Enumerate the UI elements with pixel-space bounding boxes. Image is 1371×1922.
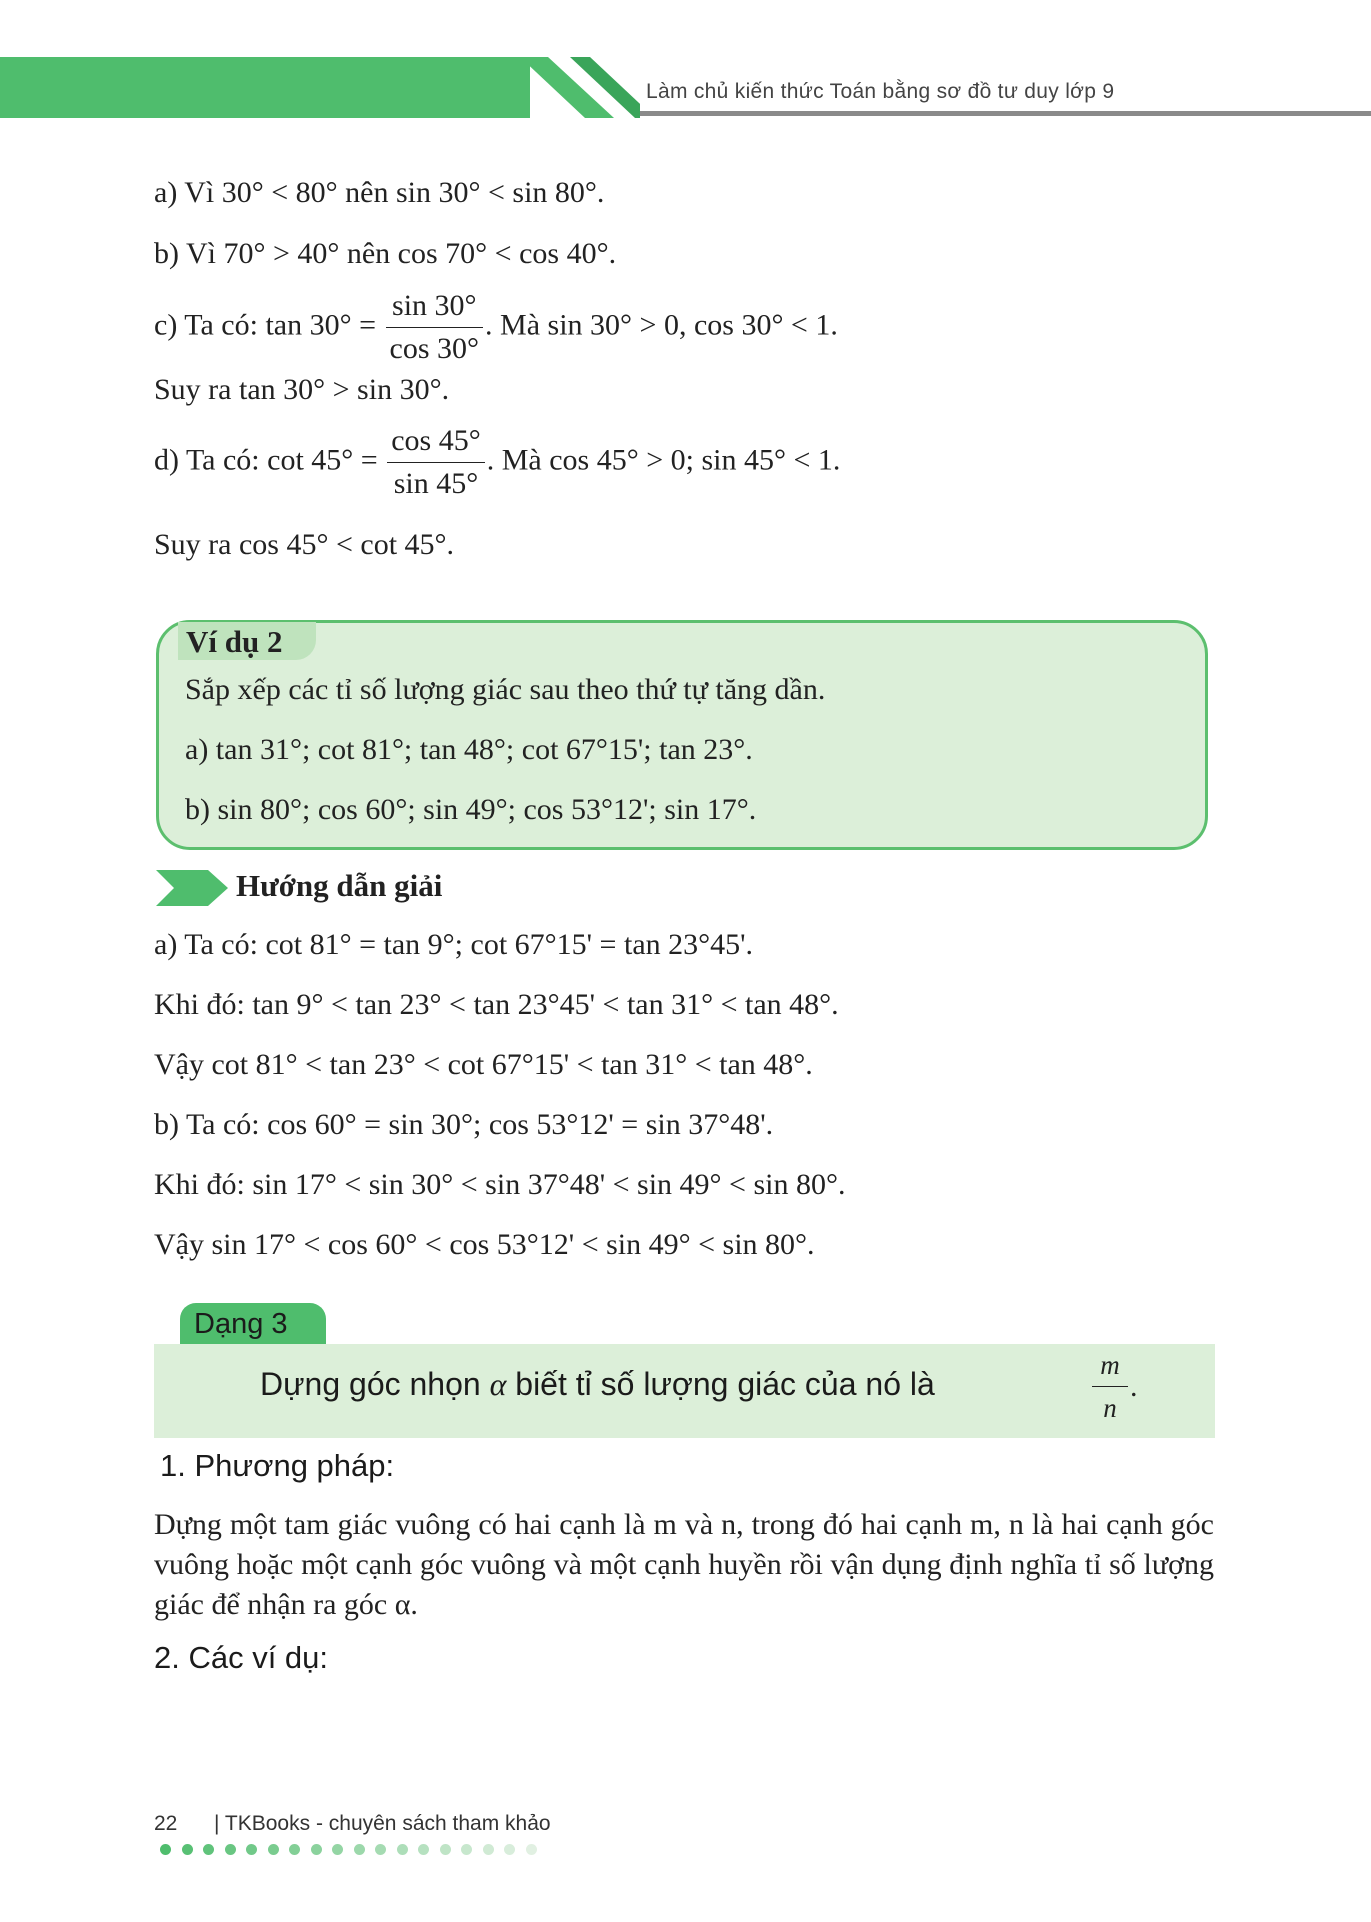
header-rule: [640, 111, 1355, 116]
guide-line-6: Vậy sin 17° < cos 60° < cos 53°12' < sin 49° < sin 80°.: [154, 1228, 815, 1261]
guide-line-4: b) Ta có: cos 60° = sin 30°; cos 53°12' = sin 37°48'.: [154, 1108, 774, 1141]
footer-dot: [418, 1844, 429, 1855]
solution-d: [154, 420, 840, 505]
footer-dot: [332, 1844, 343, 1855]
guide-line-5: Khi đó: sin 17° < sin 30° < sin 37°48' < sin 49° < sin 80°.: [154, 1168, 846, 1201]
page-number: 22: [154, 1812, 178, 1835]
fraction-d: [387, 420, 485, 505]
footer-dot: [504, 1844, 515, 1855]
footer-dot: [354, 1844, 365, 1855]
solution-c-pre: c) Ta có: tan 30° =: [154, 308, 377, 342]
footer-dot: [246, 1844, 257, 1855]
footer-dot: [397, 1844, 408, 1855]
footer-dot: [268, 1844, 279, 1855]
fraction-d-num: cos 45°: [387, 420, 485, 463]
example-item-a: a) tan 31°; cot 81°; tan 48°; cot 67°15'; tan 23°.: [185, 733, 753, 766]
fraction-d-den: sin 45°: [393, 467, 479, 500]
header-decoration: [0, 50, 640, 122]
header-rule-end: [1352, 111, 1371, 116]
solution-a: a) Vì 30° < 80° nên sin 30° < sin 80°.: [154, 176, 605, 209]
footer-dot: [225, 1844, 236, 1855]
dang-title-pre: Dựng góc nhọn: [260, 1366, 481, 1402]
solution-c: [154, 285, 838, 370]
footer-dot: [461, 1844, 472, 1855]
example-prompt: Sắp xếp các tỉ số lượng giác sau theo thứ tự tăng dần.: [185, 673, 826, 706]
footer-dot: [483, 1844, 494, 1855]
method-body: Dựng một tam giác vuông có hai cạnh là m và n, trong đó hai cạnh m, n là hai cạnh góc vuông hoặc một cạnh góc vuông và một cạnh huyền rồi vận dụng định nghĩa tỉ số lượng giác để nhận ra góc α.: [154, 1508, 1214, 1621]
solution-c-post: . Mà sin 30° > 0, cos 30° < 1.: [485, 308, 838, 342]
dang-period: .: [1130, 1370, 1138, 1403]
dang-fraction-den: n: [1103, 1393, 1117, 1423]
fraction-c: [386, 285, 484, 370]
footer-dot: [375, 1844, 386, 1855]
example-tag: [178, 622, 316, 660]
guide-line-2: Khi đó: tan 9° < tan 23° < tan 23°45' < tan 31° < tan 48°.: [154, 988, 839, 1021]
method-heading: 1. Phương pháp:: [160, 1448, 395, 1483]
solution-d-pre: d) Ta có: cot 45° =: [154, 443, 378, 477]
alpha-symbol: α: [489, 1366, 507, 1402]
footer-dot: [311, 1844, 322, 1855]
solution-c-conclusion: Suy ra tan 30° > sin 30°.: [154, 373, 450, 406]
dang-fraction-num: m: [1092, 1344, 1128, 1387]
chevron-arrow-icon: [156, 870, 232, 906]
example-tag-label: Ví dụ 2: [186, 624, 283, 659]
dang-fraction: [1092, 1344, 1128, 1429]
fraction-c-num: sin 30°: [386, 285, 484, 328]
dang-tag-label: Dạng 3: [194, 1308, 288, 1340]
examples-heading: 2. Các ví dụ:: [154, 1640, 329, 1675]
solution-b: b) Vì 70° > 40° nên cos 70° < cos 40°.: [154, 237, 617, 270]
footer-dot: [526, 1844, 537, 1855]
guide-title: Hướng dẫn giải: [236, 868, 443, 903]
example-item-b: b) sin 80°; cos 60°; sin 49°; cos 53°12'; sin 17°.: [185, 793, 757, 826]
footer-text: | TKBooks - chuyên sách tham khảo: [214, 1812, 551, 1835]
dang-title-box: [154, 1344, 1215, 1438]
footer-dot: [182, 1844, 193, 1855]
footer-dot: [440, 1844, 451, 1855]
footer-dot: [203, 1844, 214, 1855]
footer-dot: [160, 1844, 171, 1855]
solution-d-post: . Mà cos 45° > 0; sin 45° < 1.: [486, 443, 841, 477]
header-title: Làm chủ kiến thức Toán bằng sơ đồ tư duy lớp 9: [646, 80, 1115, 103]
dang-tag: [180, 1303, 326, 1347]
dang-title-post: biết tỉ số lượng giác của nó là: [515, 1366, 935, 1402]
footer-dot: [289, 1844, 300, 1855]
guide-line-1: a) Ta có: cot 81° = tan 9°; cot 67°15' = tan 23°45'.: [154, 928, 754, 961]
fraction-c-den: cos 30°: [389, 332, 480, 365]
solution-d-conclusion: Suy ra cos 45° < cot 45°.: [154, 528, 455, 561]
guide-line-3: Vậy cot 81° < tan 23° < cot 67°15' < tan 31° < tan 48°.: [154, 1048, 813, 1081]
dang-title: [260, 1366, 935, 1403]
